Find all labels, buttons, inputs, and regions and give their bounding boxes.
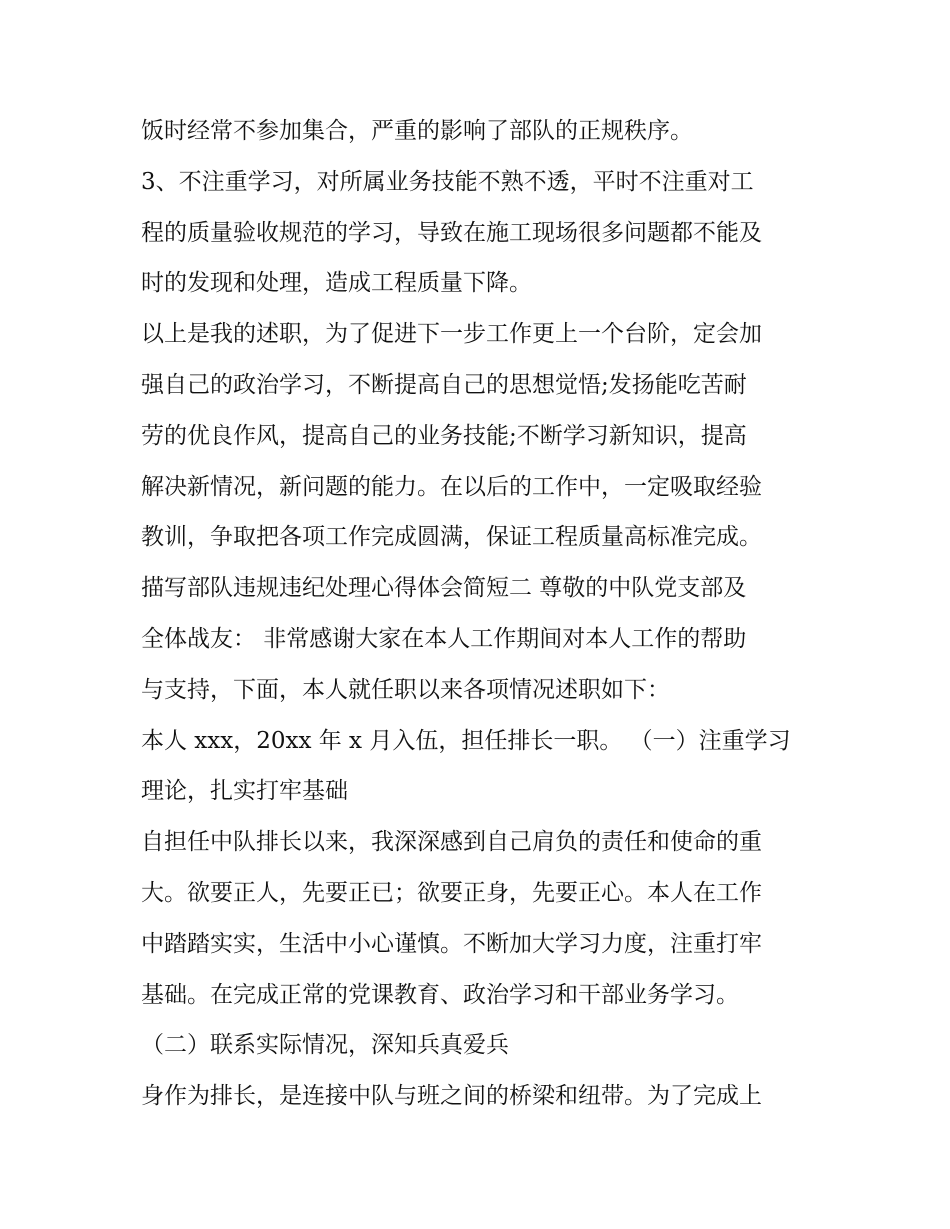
text-line: 基础。在完成正常的党课教育、政治学习和干部业务学习。 — [141, 981, 739, 1008]
text-line: 强自己的政治学习，不断提高自己的思想觉悟;发扬能吃苦耐 — [141, 371, 747, 398]
text-line: 饭时经常不参加集合，严重的影响了部队的正规秩序。 — [141, 118, 693, 144]
text-line: 以上是我的述职，为了促进下一步工作更上一个台阶，定会加 — [141, 321, 762, 348]
text-line: 3、不注重学习，对所属业务技能不熟不透，平时不注重对工 — [141, 168, 754, 195]
text-line: 解决新情况，新问题的能力。在以后的工作中，一定吸取经验 — [141, 473, 762, 500]
text-line: 与支持，下面，本人就任职以来各项情况述职如下： — [141, 676, 670, 703]
text-line: 本人 xxx，20xx 年 x 月入伍，担任排长一职。 （一）注重学习 — [141, 727, 791, 754]
text-line: 时的发现和处理，造成工程质量下降。 — [141, 270, 532, 297]
text-line: （二）联系实际情况，深知兵真爱兵 — [141, 1032, 509, 1059]
text-line: 理论，扎实打牢基础 — [141, 778, 348, 805]
text-line: 教训，争取把各项工作完成圆满，保证工程质量高标准完成。 — [141, 524, 762, 551]
text-line: 劳的优良作风，提高自己的业务技能;不断学习新知识，提高 — [141, 422, 747, 449]
text-line: 中踏踏实实，生活中小心谨慎。不断加大学习力度，注重打牢 — [141, 930, 762, 957]
text-line: 全体战友： 非常感谢大家在本人工作期间对本人工作的帮助 — [141, 625, 747, 652]
text-line: 描写部队违规违纪处理心得体会简短二 尊敬的中队党支部及 — [141, 575, 747, 602]
text-line: 程的质量验收规范的学习，导致在施工现场很多问题都不能及 — [141, 219, 762, 246]
document-body — [141, 106, 841, 1122]
text-line: 自担任中队排长以来，我深深感到自己肩负的责任和使命的重 — [141, 829, 762, 856]
text-line: 身作为排长，是连接中队与班之间的桥梁和纽带。为了完成上 — [141, 1083, 762, 1110]
text-line: 大。欲要正人，先要正已；欲要正身，先要正心。本人在工作 — [141, 879, 762, 906]
